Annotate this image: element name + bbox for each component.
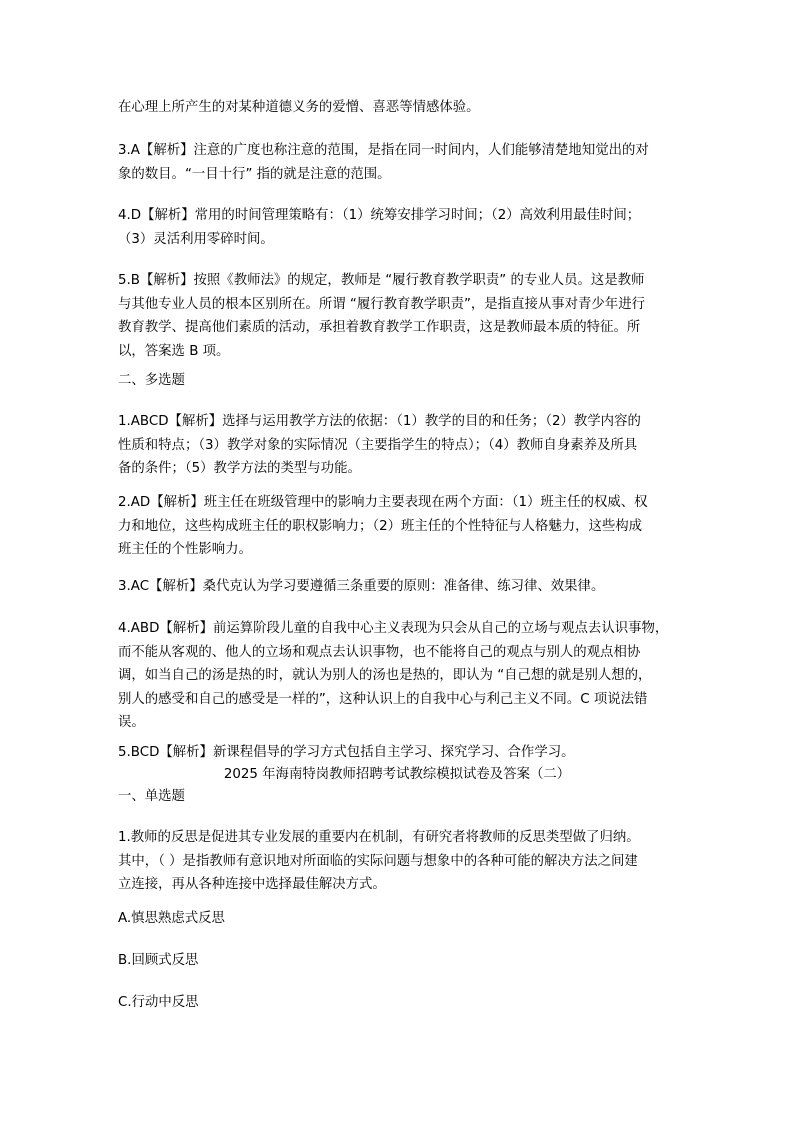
text-line: 性质和特点；（3）教学对象的实际情况（主要指学生的特点）；（4）教师自身素养及所具	[118, 437, 638, 453]
text-line: 2.AD【解析】班主任在班级管理中的影响力主要表现在两个方面：（1）班主任的权威、权	[118, 495, 648, 510]
section-heading-multi	[118, 369, 684, 393]
answer-2-multi	[118, 491, 684, 562]
text-line: 5.B【解析】按照《教师法》的规定，教师是 “履行教育教学职责” 的专业人员。这是教师	[118, 273, 645, 288]
answer-5-single	[118, 269, 684, 363]
text-line: 立连接，再从各种连接中选择最佳解决方式。	[118, 877, 386, 892]
text-line: 调，如当自己的汤是热的时，就认为别人的汤也是热的，即认为 “自己想的就是别人想的，	[118, 668, 652, 683]
option-b	[118, 949, 684, 973]
text-line: 而不能从客观的、他人的立场和观点去认识事物，也不能将自己的观点与别人的观点相协	[118, 644, 641, 660]
text-line: 在心理上所产生的对某种道德义务的爱憎、喜恶等情感体验。	[118, 100, 480, 115]
option-a	[118, 907, 684, 931]
text-line: 1.ABCD【解析】选择与运用教学方法的依据：（1）教学的目的和任务；（2）教学内容的	[118, 414, 641, 429]
text-line: 1.教师的反思是促进其专业发展的重要内在机制，有研究者将教师的反思类型做了归纳。	[118, 830, 640, 845]
text-line: （3）灵活利用零碎时间。	[118, 231, 274, 247]
section-heading-single	[118, 785, 684, 809]
text-line: 其中，（ ）是指教师有意识地对所面临的实际问题与想象中的各种可能的解决方法之间建	[118, 853, 638, 869]
text-line: 教育教学、提高他们素质的活动，承担着教育教学工作职责，这是教师最本质的特征。所	[118, 320, 641, 335]
text-line: 备的条件；（5）教学方法的类型与功能。	[118, 461, 361, 476]
text-line: 误。	[118, 715, 145, 730]
text-line: 4.ABD【解析】前运算阶段儿童的自我中心主义表现为只会从自己的立场与观点去认识事物，	[118, 621, 669, 636]
text-line: 5.BCD【解析】新课程倡导的学习方式包括自主学习、探究学习、合作学习。	[118, 745, 575, 760]
text-line: 别人的感受和自己的感受是一样的”，这种认识上的自我中心与利己主义不同。C 项说法错	[118, 691, 648, 707]
text-line: 班主任的个性影响力。	[118, 542, 252, 557]
answer-4-single	[118, 204, 684, 251]
answer-5-multi	[118, 741, 684, 765]
text-line: 3.A【解析】注意的广度也称注意的范围，是指在同一时间内，人们能够清楚地知觉出的对	[118, 143, 649, 158]
text-line: B.回顾式反思	[118, 953, 199, 968]
text-line: 以，答案选 B 项。	[118, 343, 230, 359]
option-c	[118, 991, 684, 1015]
text-line: 二、多选题	[118, 373, 185, 388]
text-line: 力和地位，这些构成班主任的职权影响力；（2）班主任的个性特征与人格魅力，这些构成	[118, 518, 643, 534]
answer-4-multi	[118, 617, 684, 735]
exam-title: 2025 年海南特岗教师招聘考试教综模拟试卷及答案（二）	[223, 767, 571, 782]
text-line: 一、单选题	[118, 789, 185, 804]
answer-1-multi	[118, 410, 684, 481]
text-line: 3.AC【解析】桑代克认为学习要遵循三条重要的原则：准备律、练习律、效果律。	[118, 579, 605, 594]
answer-3-multi	[118, 575, 684, 599]
text-line: 4.D【解析】常用的时间管理策略有：（1）统筹安排学习时间；（2）高效利用最佳时间；	[118, 208, 641, 223]
paragraph-moral-emotion	[118, 96, 684, 120]
answer-3-single	[118, 139, 684, 186]
text-line: C.行动中反思	[118, 995, 199, 1010]
question-1	[118, 826, 684, 897]
text-line: 与其他专业人员的根本区别所在。所谓 “履行教育教学职责”，是指直接从事对青少年进行	[118, 296, 645, 312]
text-line: 象的数目。“一目十行” 指的就是注意的范围。	[118, 166, 391, 182]
text-line: A.慎思熟虑式反思	[118, 911, 225, 926]
